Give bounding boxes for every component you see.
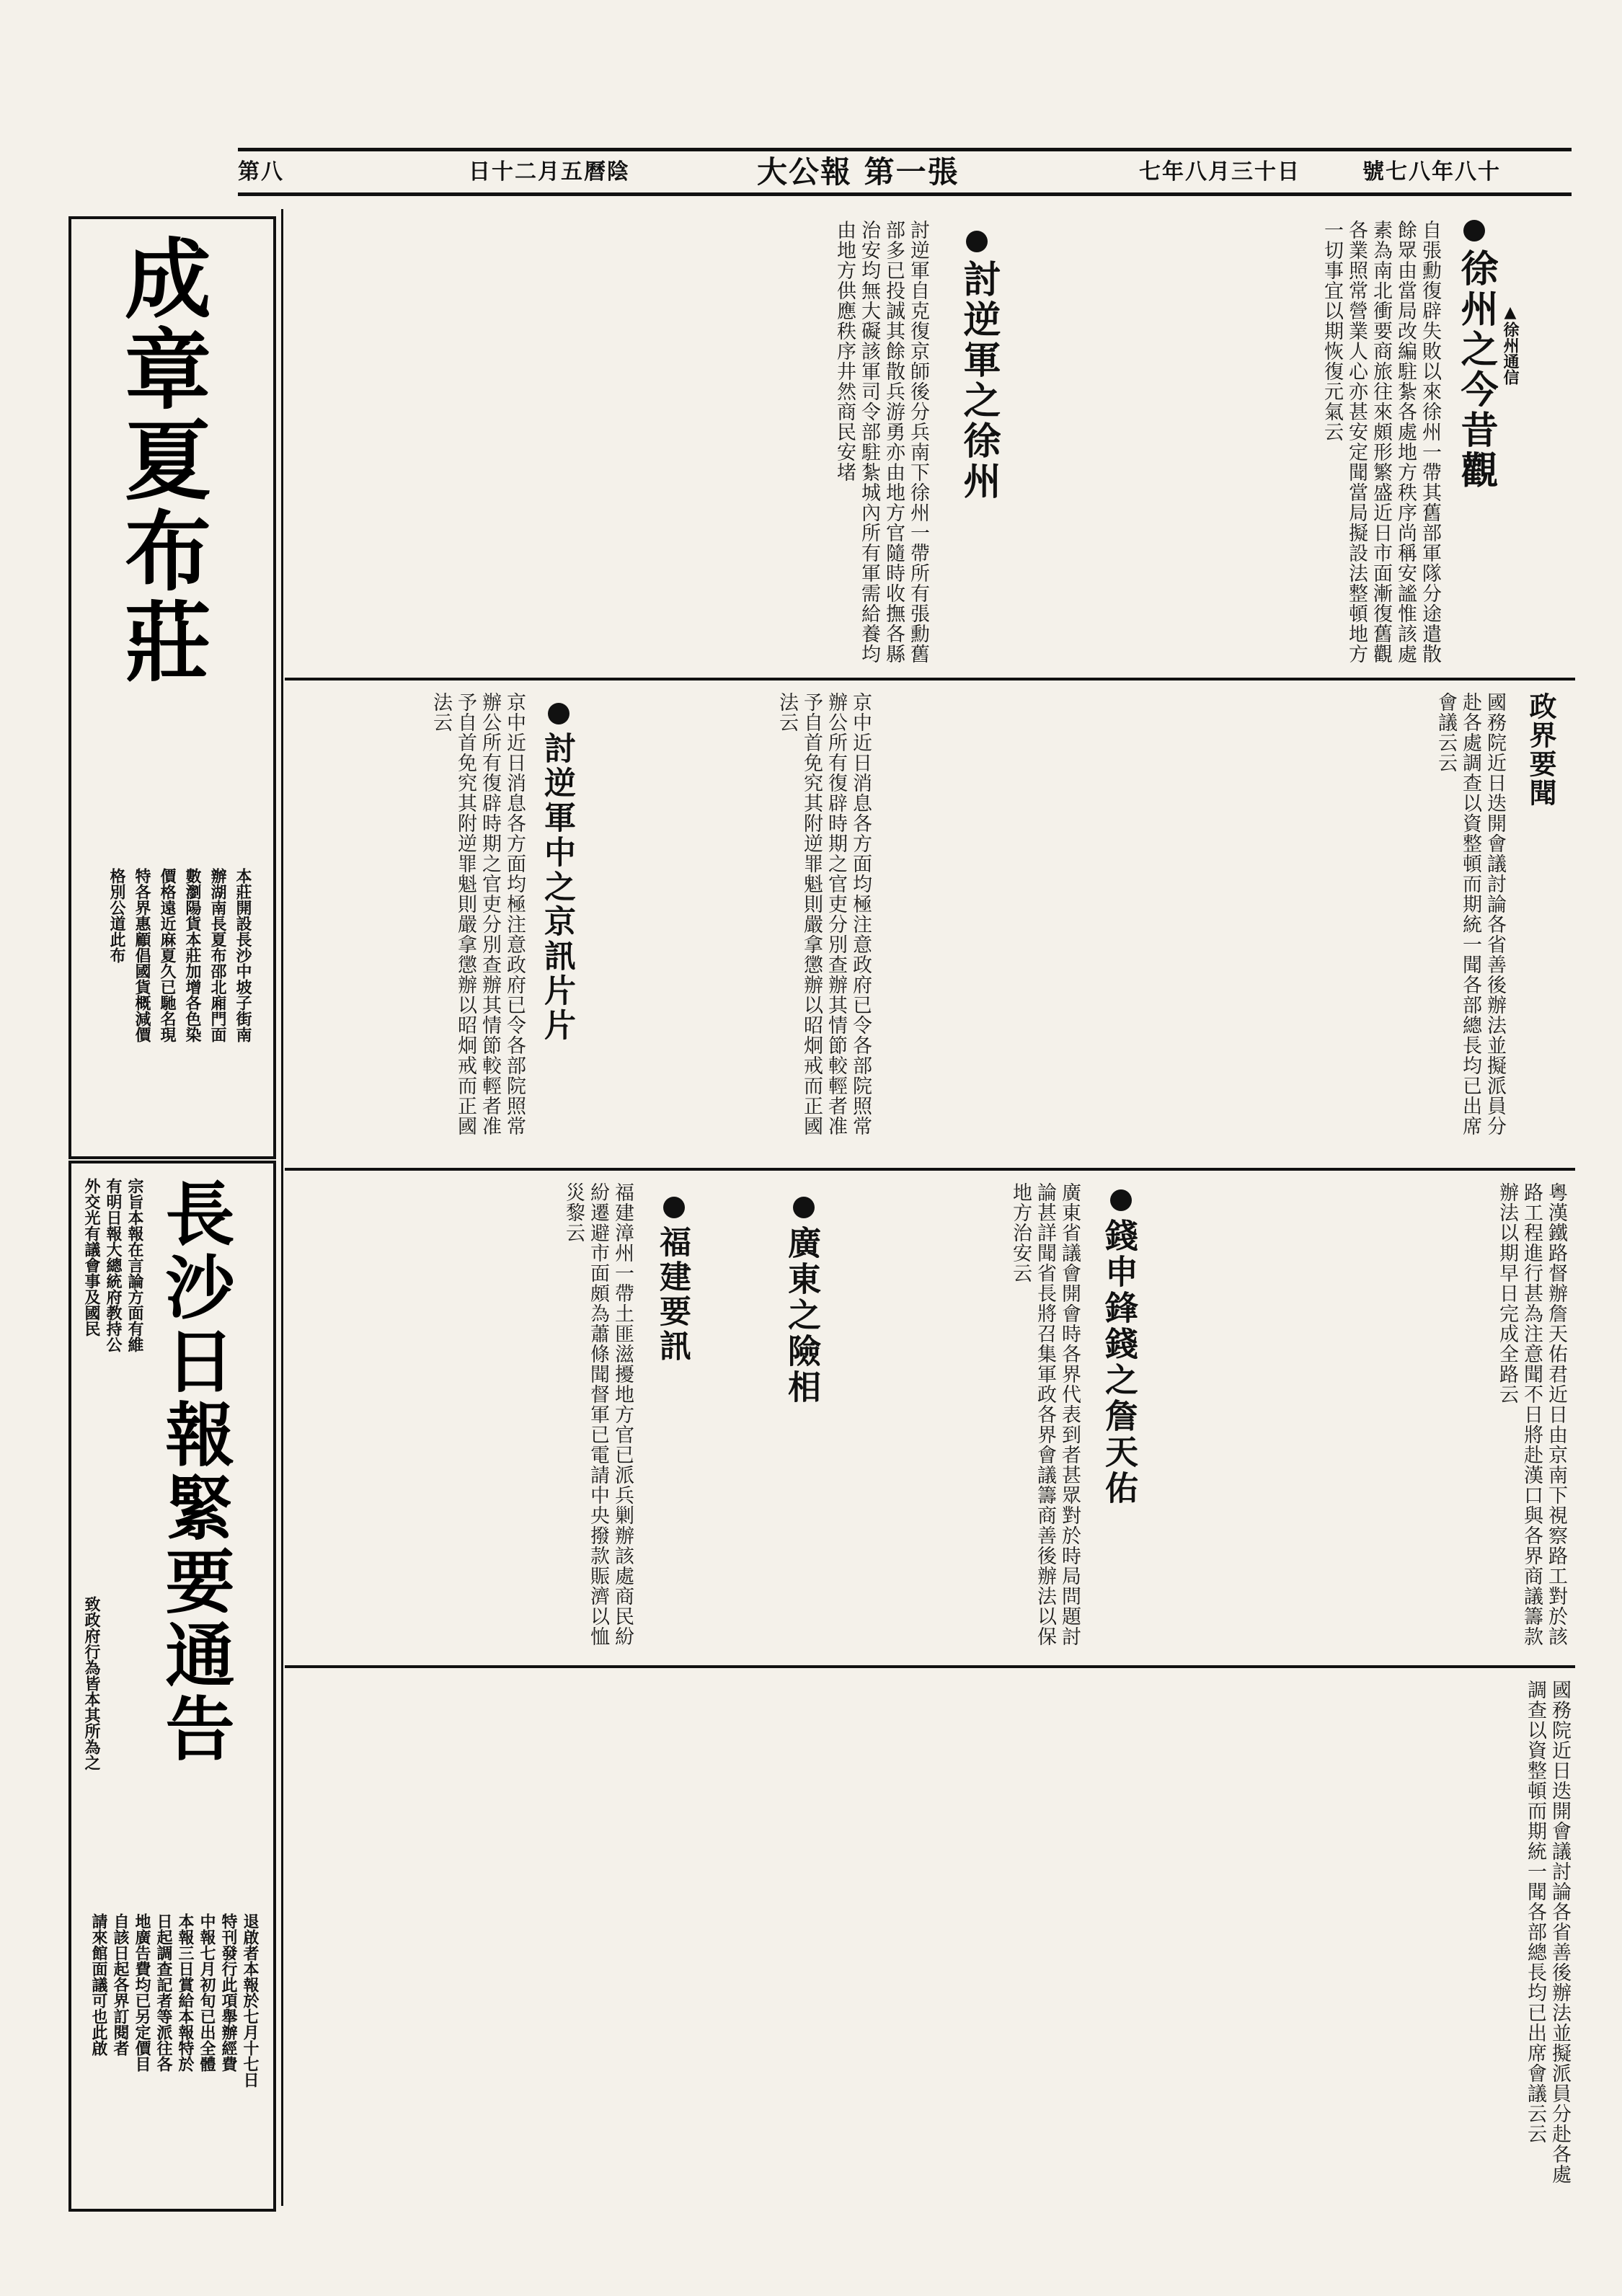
article-body: 自張勳復辟失敗以來徐州一帶其舊部軍隊分途遣散餘眾由當局改編駐紮各處地方秩序尚稱安謐惟該處素為南北衝要商旅往來頗形繁盛近日市面漸復舊觀各業照常營業人心亦甚安定聞當局擬設法整頓地方一切事宜以期恢復元氣云 bbox=[1321, 220, 1441, 664]
shop-advert-line: 本莊開設長沙中坡子街南 bbox=[234, 868, 252, 1042]
article-headline: 徐州之今昔觀 bbox=[1454, 249, 1498, 491]
notice-line: 自該日起各界訂閱者 bbox=[111, 1913, 130, 2056]
year-label: 號七八年八十 bbox=[1362, 159, 1501, 185]
notice-line: 日起調查記者等派往各 bbox=[154, 1913, 173, 2072]
article-headline: 討逆軍之徐州 bbox=[957, 260, 1001, 502]
article-body: 福建漳州一帶土匪滋擾地方官已派兵剿辦該處商民紛紛遷避市面頗為蕭條聞督軍已電請中央撥款賑濟以恤災黎云 bbox=[562, 1182, 634, 1646]
paper-notice-line: 宗旨本報在言論方面有維 bbox=[125, 1178, 144, 1352]
shop-advert bbox=[68, 216, 276, 1159]
notice-line: 中報七月初旬已出全體 bbox=[198, 1913, 216, 2072]
notice-line: 請來館面議可也此啟 bbox=[89, 1913, 108, 2056]
article-headline: 討逆軍中之京訊片片 bbox=[539, 732, 575, 1043]
article-headline: 錢申鋒錢之詹天佑 bbox=[1100, 1218, 1139, 1507]
article-body: 粵漢鐵路督辦詹天佑君近日由京南下視察路工對於該路工程進行甚為注意聞不日將赴漢口與各界商議籌款辦法以期早日完成全路云 bbox=[1496, 1182, 1567, 1646]
notice-line: 退啟者本報於七月十七日 bbox=[241, 1913, 260, 2088]
section-rule bbox=[285, 678, 1575, 681]
issue-number: 第八 bbox=[238, 159, 284, 185]
article-body: 國務院近日迭開會議討論各省善後辦法並擬派員分赴各處調查以資整頓而期統一聞各部總長均已出席會議云云 bbox=[1435, 692, 1506, 1136]
shop-advert-line: 格別公道此布 bbox=[107, 868, 126, 963]
bottom-text-block: 國務院近日迭開會議討論各省善後辦法並擬派員分赴各處調查以資整頓而期統一聞各部總長均已出席會議云云 bbox=[1524, 1680, 1571, 2184]
section-rule bbox=[285, 1665, 1575, 1668]
paper-notice-line: 外交光有議會事及國民 bbox=[82, 1178, 101, 1337]
article-body: 廣東省議會開會時各界代表到者甚眾對於時局問題討論甚詳聞省長將召集軍政各界會議籌商善後辦法以保地方治安云 bbox=[1009, 1182, 1081, 1646]
paper-title: 大公報 第一張 bbox=[757, 154, 960, 190]
shop-advert-line: 價格遠近麻夏久已馳名現 bbox=[158, 868, 177, 1042]
article-headline: 政界要聞 bbox=[1525, 692, 1557, 807]
column-rule bbox=[281, 209, 283, 2206]
section-rule bbox=[285, 1168, 1575, 1171]
article-headline: 福建要訊 bbox=[654, 1225, 691, 1364]
western-date: 七年八月三十日 bbox=[1139, 159, 1300, 185]
article-tag: ▲徐州通信 bbox=[1501, 303, 1520, 385]
article-body-continued: 京中近日消息各方面均極注意政府已令各部院照常辦公所有復辟時期之官吏分別查辦其情節較輕者准予自首免究其附逆罪魁則嚴拿懲辦以昭炯戒而正國法云 bbox=[776, 692, 872, 1136]
article-body: 討逆軍自克復京師後分兵南下徐州一帶所有張勳舊部多已投誠其餘散兵游勇亦由地方官隨時收撫各縣治安均無大礙該軍司令部駐紮城內所有軍需給養均由地方供應秩序井然商民安堵 bbox=[833, 220, 929, 664]
paper-notice-line: 有明日報大總統府教持公 bbox=[104, 1178, 123, 1352]
article-body: 京中近日消息各方面均極注意政府已令各部院照常辦公所有復辟時期之官吏分別查辦其情節較輕者准予自首免究其附逆罪魁則嚴拿懲辦以昭炯戒而正國法云 bbox=[430, 692, 526, 1136]
shop-advert-line: 特各界惠顧倡國貨概減價 bbox=[133, 868, 151, 1042]
article-headline: 廣東之險相 bbox=[783, 1225, 822, 1406]
notice-line: 地廣告費均已另定價目 bbox=[133, 1913, 151, 2072]
paper-notice-line: 致政府行為皆本其所為之 bbox=[82, 1596, 101, 1770]
lunar-date: 日十二月五曆陰 bbox=[469, 159, 630, 185]
notice-line: 特刊發行此項舉辦經費 bbox=[219, 1913, 238, 2072]
notice-line: 本報三日賞給本報特於 bbox=[176, 1913, 195, 2072]
masthead bbox=[238, 148, 1572, 198]
shop-advert-line: 辦湖南長夏布邵北廂門面 bbox=[208, 868, 227, 1042]
shop-advert-line: 數瀏陽貨本莊加增各色染 bbox=[183, 868, 202, 1042]
shop-advert-title: 成章夏布莊 bbox=[110, 234, 212, 688]
paper-notice bbox=[68, 1161, 276, 2212]
paper-notice-title: 長沙日報緊要通告 bbox=[154, 1178, 236, 1766]
